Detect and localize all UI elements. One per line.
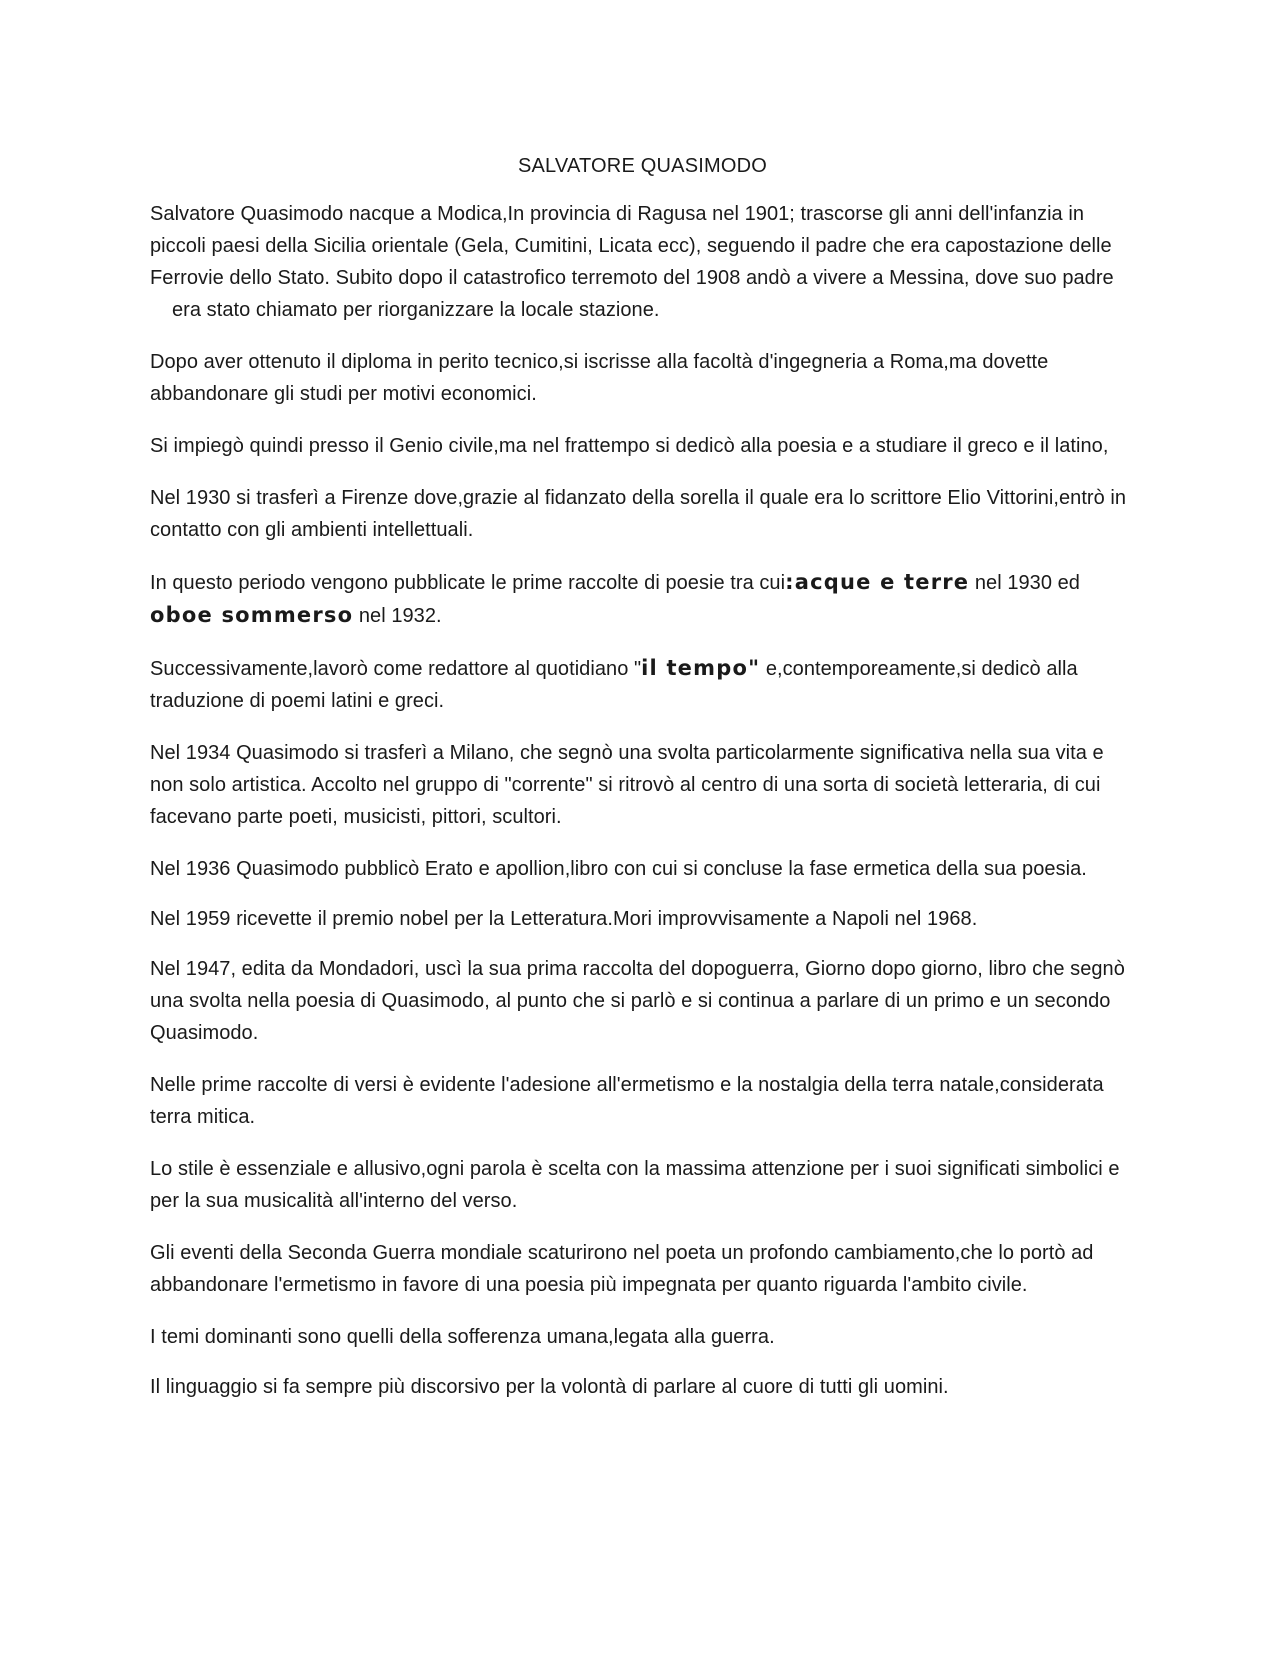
paragraph-dopoguerra: Nel 1947, edita da Mondadori, uscì la sua prima raccolta del dopoguerra, Giorno dopo giorno, libro che segnò una svolta nella poesia di Quasimodo, al punto che si parlò e si continua a parlare di un primo e un secondo Quasimodo.: [150, 958, 1125, 1044]
work-title-acque-e-terre: :acque e terre: [785, 570, 970, 594]
paragraph-linguaggio: Il linguaggio si fa sempre più discorsivo per la volontà di parlare al cuore di tutti gli uomini.: [150, 1376, 949, 1398]
il-tempo-intro: Successivamente,lavorò come redattore al quotidiano ": [150, 658, 642, 680]
paragraph-first-collections: [150, 566, 1135, 632]
paragraph-temi: I temi dominanti sono quelli della sofferenza umana,legata alla guerra.: [150, 1326, 775, 1348]
newspaper-title-il-tempo: il tempo": [641, 656, 761, 680]
paragraph-il-tempo: [150, 652, 1135, 717]
paragraph-stile: Lo stile è essenziale e allusivo,ogni parola è scelta con la massima attenzione per i suoi significati simbolici e per la sua musicalità all'interno del verso.: [150, 1158, 1120, 1212]
paragraph-nobel: Nel 1959 ricevette il premio nobel per la Letteratura.Mori improvvisamente a Napoli nel 1968.: [150, 908, 978, 930]
paragraph-studies: Dopo aver ottenuto il diploma in perito tecnico,si iscrisse alla facoltà d'ingegneria a Roma,ma dovette abbandonare gli studi per motivi economici.: [150, 351, 1049, 405]
paragraph-birth-text: Salvatore Quasimodo nacque a Modica,In provincia di Ragusa nel 1901; trascorse gli anni dell'infanzia in piccoli paesi della Sicilia orientale (Gela, Cumitini, Licata ecc), seguendo il padre che era capostazione delle Ferrovie dello Stato. Subito dopo il catastrofico terremoto del 1908 andò a vivere a Messina, dove suo padre: [150, 203, 1114, 289]
collections-year-1932: nel 1932.: [353, 605, 442, 627]
paragraph-birth: [150, 198, 1135, 326]
paragraph-guerra: Gli eventi della Seconda Guerra mondiale scaturirono nel poeta un profondo cambiamento,che lo portò ad abbandonare l'ermetismo in favore di una poesia più impegnata per quanto riguarda l'ambito civile.: [150, 1242, 1094, 1296]
paragraph-ermetismo: Nelle prime raccolte di versi è evidente l'adesione all'ermetismo e la nostalgia della terra natale,considerata terra mitica.: [150, 1074, 1104, 1128]
document-page: [150, 140, 1135, 1423]
paragraph-milano: Nel 1934 Quasimodo si trasferì a Milano, che segnò una svolta particolarmente significativa nella sua vita e non solo artistica. Accolto nel gruppo di "corrente" si ritrovò al centro di una sorta di società letteraria, di cui facevano parte poeti, musicisti, pittori, scultori.: [150, 742, 1104, 828]
collections-intro: In questo periodo vengono pubblicate le prime raccolte di poesie tra cui: [150, 572, 786, 594]
il-tempo-rest: e,contemporeamente,si dedicò alla traduzione di poemi latini e greci.: [150, 658, 1078, 712]
paragraph-birth-tail: era stato chiamato per riorganizzare la locale stazione.: [172, 299, 660, 321]
paragraph-genio-civile: Si impiegò quindi presso il Genio civile,ma nel frattempo si dedicò alla poesia e a studiare il greco e il latino,: [150, 435, 1109, 457]
paragraph-firenze: Nel 1930 si trasferì a Firenze dove,grazie al fidanzato della sorella il quale era lo scrittore Elio Vittorini,entrò in contatto con gli ambienti intellettuali.: [150, 487, 1127, 541]
collections-year-1930: nel 1930 ed: [969, 572, 1080, 594]
paragraph-erato: Nel 1936 Quasimodo pubblicò Erato e apollion,libro con cui si concluse la fase ermetica della sua poesia.: [150, 858, 1087, 880]
document-title: SALVATORE QUASIMODO: [517, 155, 768, 177]
work-title-oboe-sommerso: oboe sommerso: [150, 603, 354, 627]
